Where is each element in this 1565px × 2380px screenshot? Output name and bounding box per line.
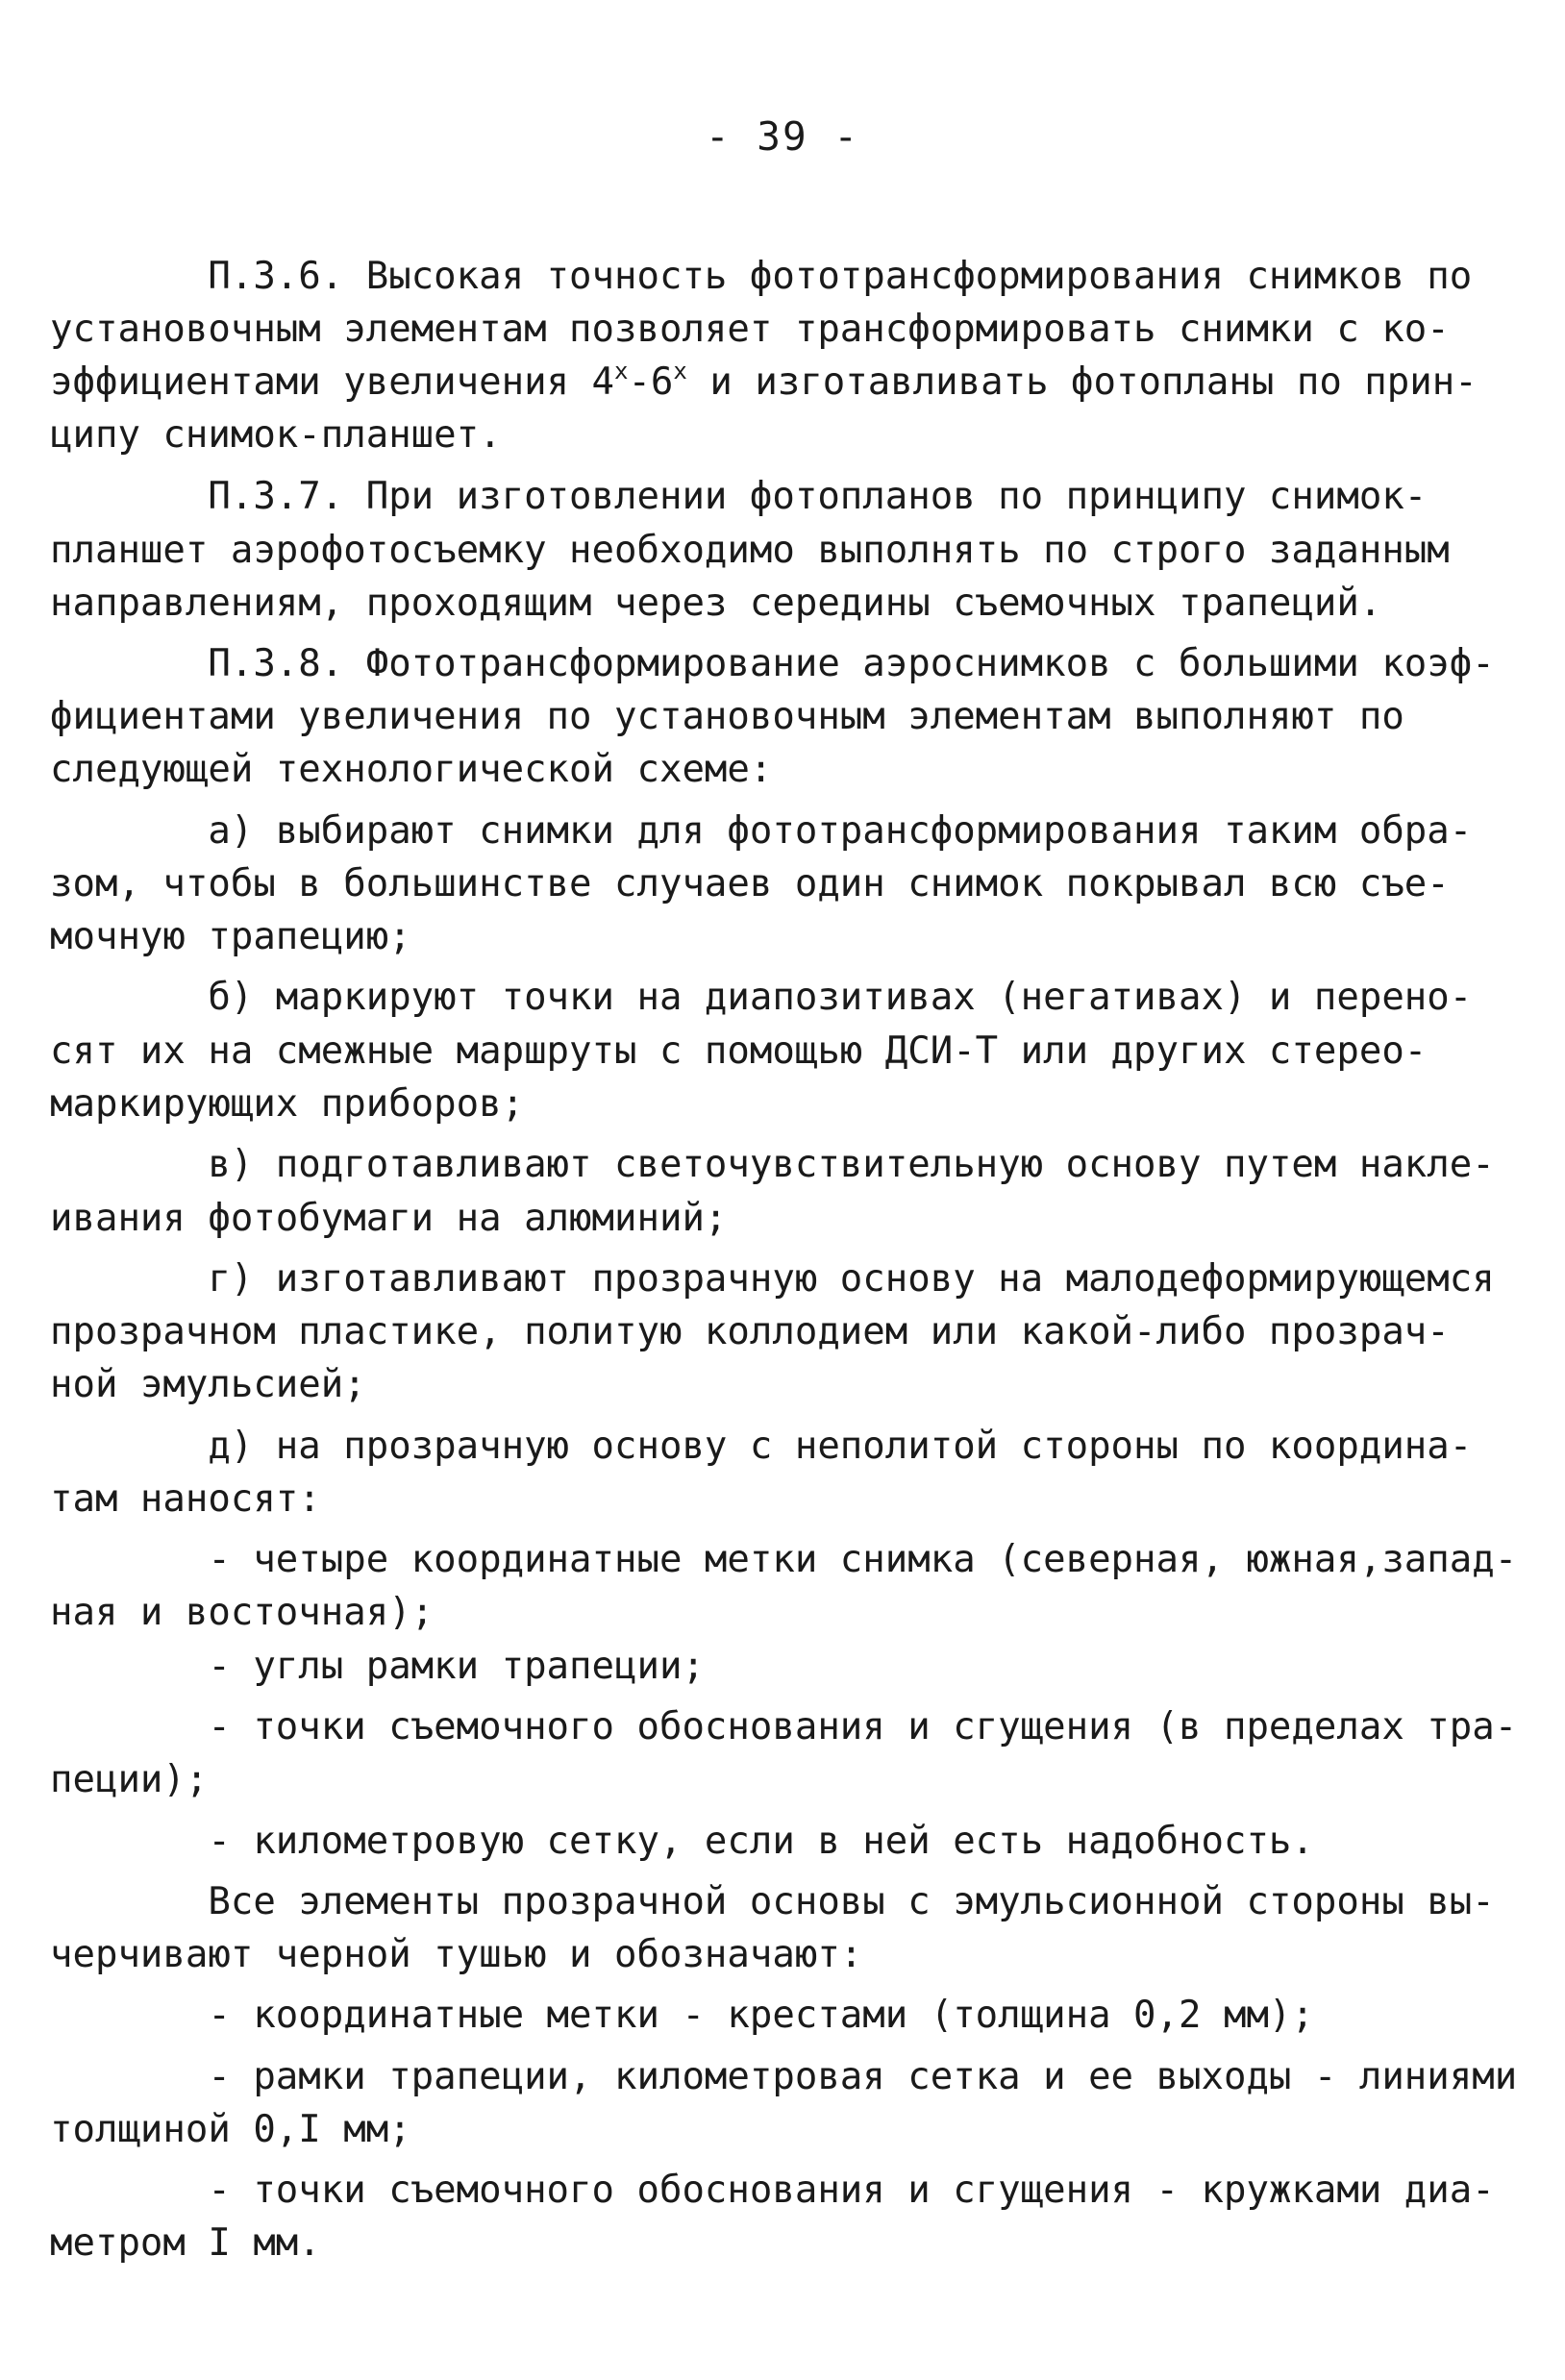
text-line: П.3.6. Высокая точность фототрансформирования снимков по	[50, 255, 1473, 298]
text-fragment: -6	[628, 360, 674, 404]
text-line: ная и восточная);	[50, 1591, 435, 1634]
text-line: там наносят:	[50, 1477, 321, 1521]
text-line: ной эмульсией;	[50, 1363, 366, 1406]
text-line: П.3.8. Фототрансформирование аэроснимков с большими коэф-	[50, 642, 1495, 685]
text-line: б) маркируют точки на диапозитивах (негативах) и перено-	[50, 976, 1473, 1019]
text-line: в) подготавливают светочувствительную основу путем накле-	[50, 1143, 1495, 1186]
text-line: зом, чтобы в большинстве случаев один снимок покрывал всю съе-	[50, 862, 1450, 905]
text-line: а) выбирают снимки для фототрансформирования таким обра-	[50, 809, 1473, 853]
text-line: - точки съемочного обоснования и сгущения (в пределах тра-	[50, 1705, 1518, 1748]
superscript: х	[614, 358, 629, 384]
text-line: - координатные метки - крестами (толщина 0,2 мм);	[50, 1994, 1314, 2037]
text-line: - рамки трапеции, километровая сетка и ее выходы - линиями	[50, 2055, 1518, 2098]
text-line: - углы рамки трапеции;	[50, 1645, 705, 1688]
text-line: г) изготавливают прозрачную основу на малодеформирующемся	[50, 1257, 1495, 1301]
text-line: мочную трапецию;	[50, 915, 411, 958]
text-line: черчивают черной тушью и обозначают:	[50, 1933, 863, 1976]
text-line: следующей технологической схеме:	[50, 748, 773, 791]
text-line: П.3.7. При изготовлении фотопланов по принципу снимок-	[50, 475, 1428, 518]
text-line: толщиной 0,I мм;	[50, 2108, 411, 2151]
text-line: метром I мм.	[50, 2221, 321, 2265]
text-fragment: и изготавливать фотопланы по прин-	[686, 360, 1478, 404]
text-line: маркирующих приборов;	[50, 1082, 525, 1126]
text-line: фициентами увеличения по установочным элементам выполняют по	[50, 695, 1404, 738]
text-line-formula	[50, 358, 1478, 404]
text-line: - километровую сетку, если в ней есть надобность.	[50, 1820, 1314, 1863]
text-line: установочным элементам позволяет трансформировать снимки с ко-	[50, 308, 1450, 351]
text-line: ципу снимок-планшет.	[50, 413, 502, 457]
text-line: - точки съемочного обоснования и сгущения - кружками диа-	[50, 2169, 1495, 2212]
text-line: - четыре координатные метки снимка (северная, южная,запад-	[50, 1538, 1518, 1581]
text-line: пеции);	[50, 1758, 209, 1801]
text-fragment: эффициентами увеличения 4	[50, 360, 614, 404]
text-line: Все элементы прозрачной основы с эмульсионной стороны вы-	[50, 1880, 1495, 1923]
page-number: - 39 -	[705, 113, 860, 160]
text-line: д) на прозрачную основу с неполитой стороны по координа-	[50, 1425, 1473, 1468]
text-line: прозрачном пластике, политую коллодием или какой-либо прозрач-	[50, 1310, 1450, 1353]
text-line: направлениям, проходящим через середины съемочных трапеций.	[50, 582, 1382, 625]
text-line: ивания фотобумаги на алюминий;	[50, 1197, 728, 1240]
text-line: сят их на смежные маршруты с помощью ДСИ-Т или других стерео-	[50, 1029, 1428, 1073]
text-line: планшет аэрофотосъемку необходимо выполнять по строго заданным	[50, 529, 1450, 572]
superscript: х	[673, 358, 687, 384]
